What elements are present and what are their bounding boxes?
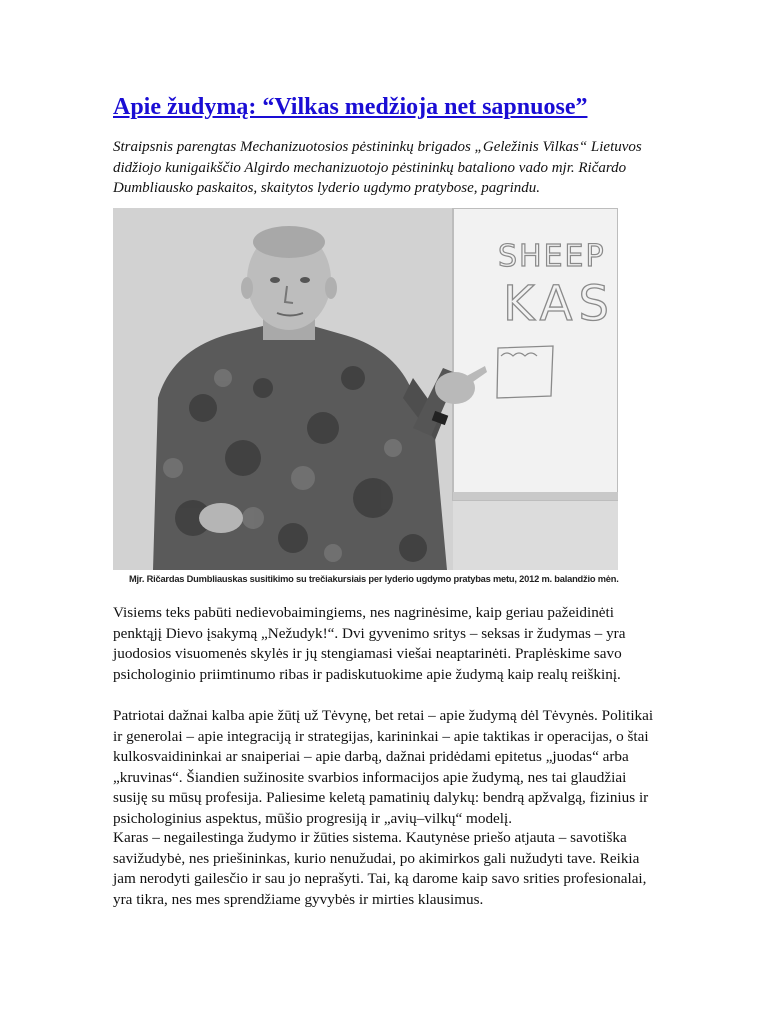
paragraph-line: susiję su mūsų profesija. Paliesime keletą pamatinių dalykų: bendrą apžvalgą, fizinius ir: [113, 789, 649, 806]
paragraph-line: juodosios visuomenės skylės ir jų stengiamasi viešai neaptarinėti. Praplėskime savo: [113, 645, 622, 662]
paragraph-line: Visiems teks pabūti nedievobaimingiems, nes nagrinėsime, kaip geriau pažeidinėti: [113, 604, 614, 621]
whiteboard-text-sheep: SHEEP: [498, 239, 606, 274]
paragraph: [113, 706, 673, 829]
paragraph-line: psichologinio priimtinumo ribas ir padiskutuokime apie žudymą kaip realų reiškinį.: [113, 665, 621, 683]
paragraph-line: ir generolai – apie integraciją ir strategijas, karininkai – apie taktikas ir operacijas, o štai: [113, 727, 649, 745]
paragraph-line: jam nerodyti gailesčio ir sau jo neprašyti. Tai, ką darome kaip savo srities profesionalai,: [113, 870, 647, 887]
paragraph-line: Karas – negailestinga žudymo ir žūties sistema. Kautynėse priešo atjauta – savotiška: [113, 829, 627, 846]
paragraph-line: penktąjį Dievo įsakymą „Nežudyk!“. Dvi gyvenimo sritys – seksas ir žudymas – yra: [113, 624, 626, 642]
article-intro: [113, 137, 653, 199]
paragraph-line: kulkosvaidininkai ar snaiperiai – apie darbą, dažnai pridėdami epitetus „juodas“ arba: [113, 748, 629, 765]
paragraph: [113, 828, 673, 910]
paragraph-line: Patriotai dažnai kalba apie žūtį už Tėvynę, bet retai – apie žudymą dėl Tėvynės. Politikai: [113, 707, 654, 724]
paragraph-line: yra tikra, nes mes sprendžiame gyvybės ir mirties klausimus.: [113, 890, 484, 908]
photo-caption: Mjr. Ričardas Dumbliauskas susitikimo su trečiakursiais per lyderio ugdymo pratybas metu, 2012 m. balandžio mėn.: [129, 574, 619, 584]
whiteboard-text-kas: KAS: [503, 276, 615, 332]
paragraph-line: savižudybė, nes priešininkas, kurio nenužudai, po akimirkos gali nužudyti tave. Reikia: [113, 849, 640, 867]
paragraph-line: „kruvinas“. Šiandien sužinosite svarbios informacijos apie žudymą, nes tai glaudžiai: [113, 768, 627, 786]
paragraph: [113, 603, 673, 685]
intro-line: didžiojo kunigaikščio Algirdo mechanizuotojo pėstininkų bataliono vado mjr. Ričardo: [113, 159, 627, 176]
article-photo: [113, 208, 618, 570]
photo-illustration: [113, 208, 618, 570]
intro-line: Dumbliausko paskaitos, skaitytos lyderio ugdymo pratybose, pagrindu.: [113, 180, 541, 196]
paragraph-line: psichologinius aspektus, mūšio progresiją ir „avių–vilkų“ modelį.: [113, 809, 513, 827]
article-title-link[interactable]: Apie žudymą: “Vilkas medžioja net sapnuose”: [113, 94, 588, 120]
intro-line: Straipsnis parengtas Mechanizuotosios pėstininkų brigados „Geležinis Vilkas“ Lietuvos: [113, 139, 642, 155]
